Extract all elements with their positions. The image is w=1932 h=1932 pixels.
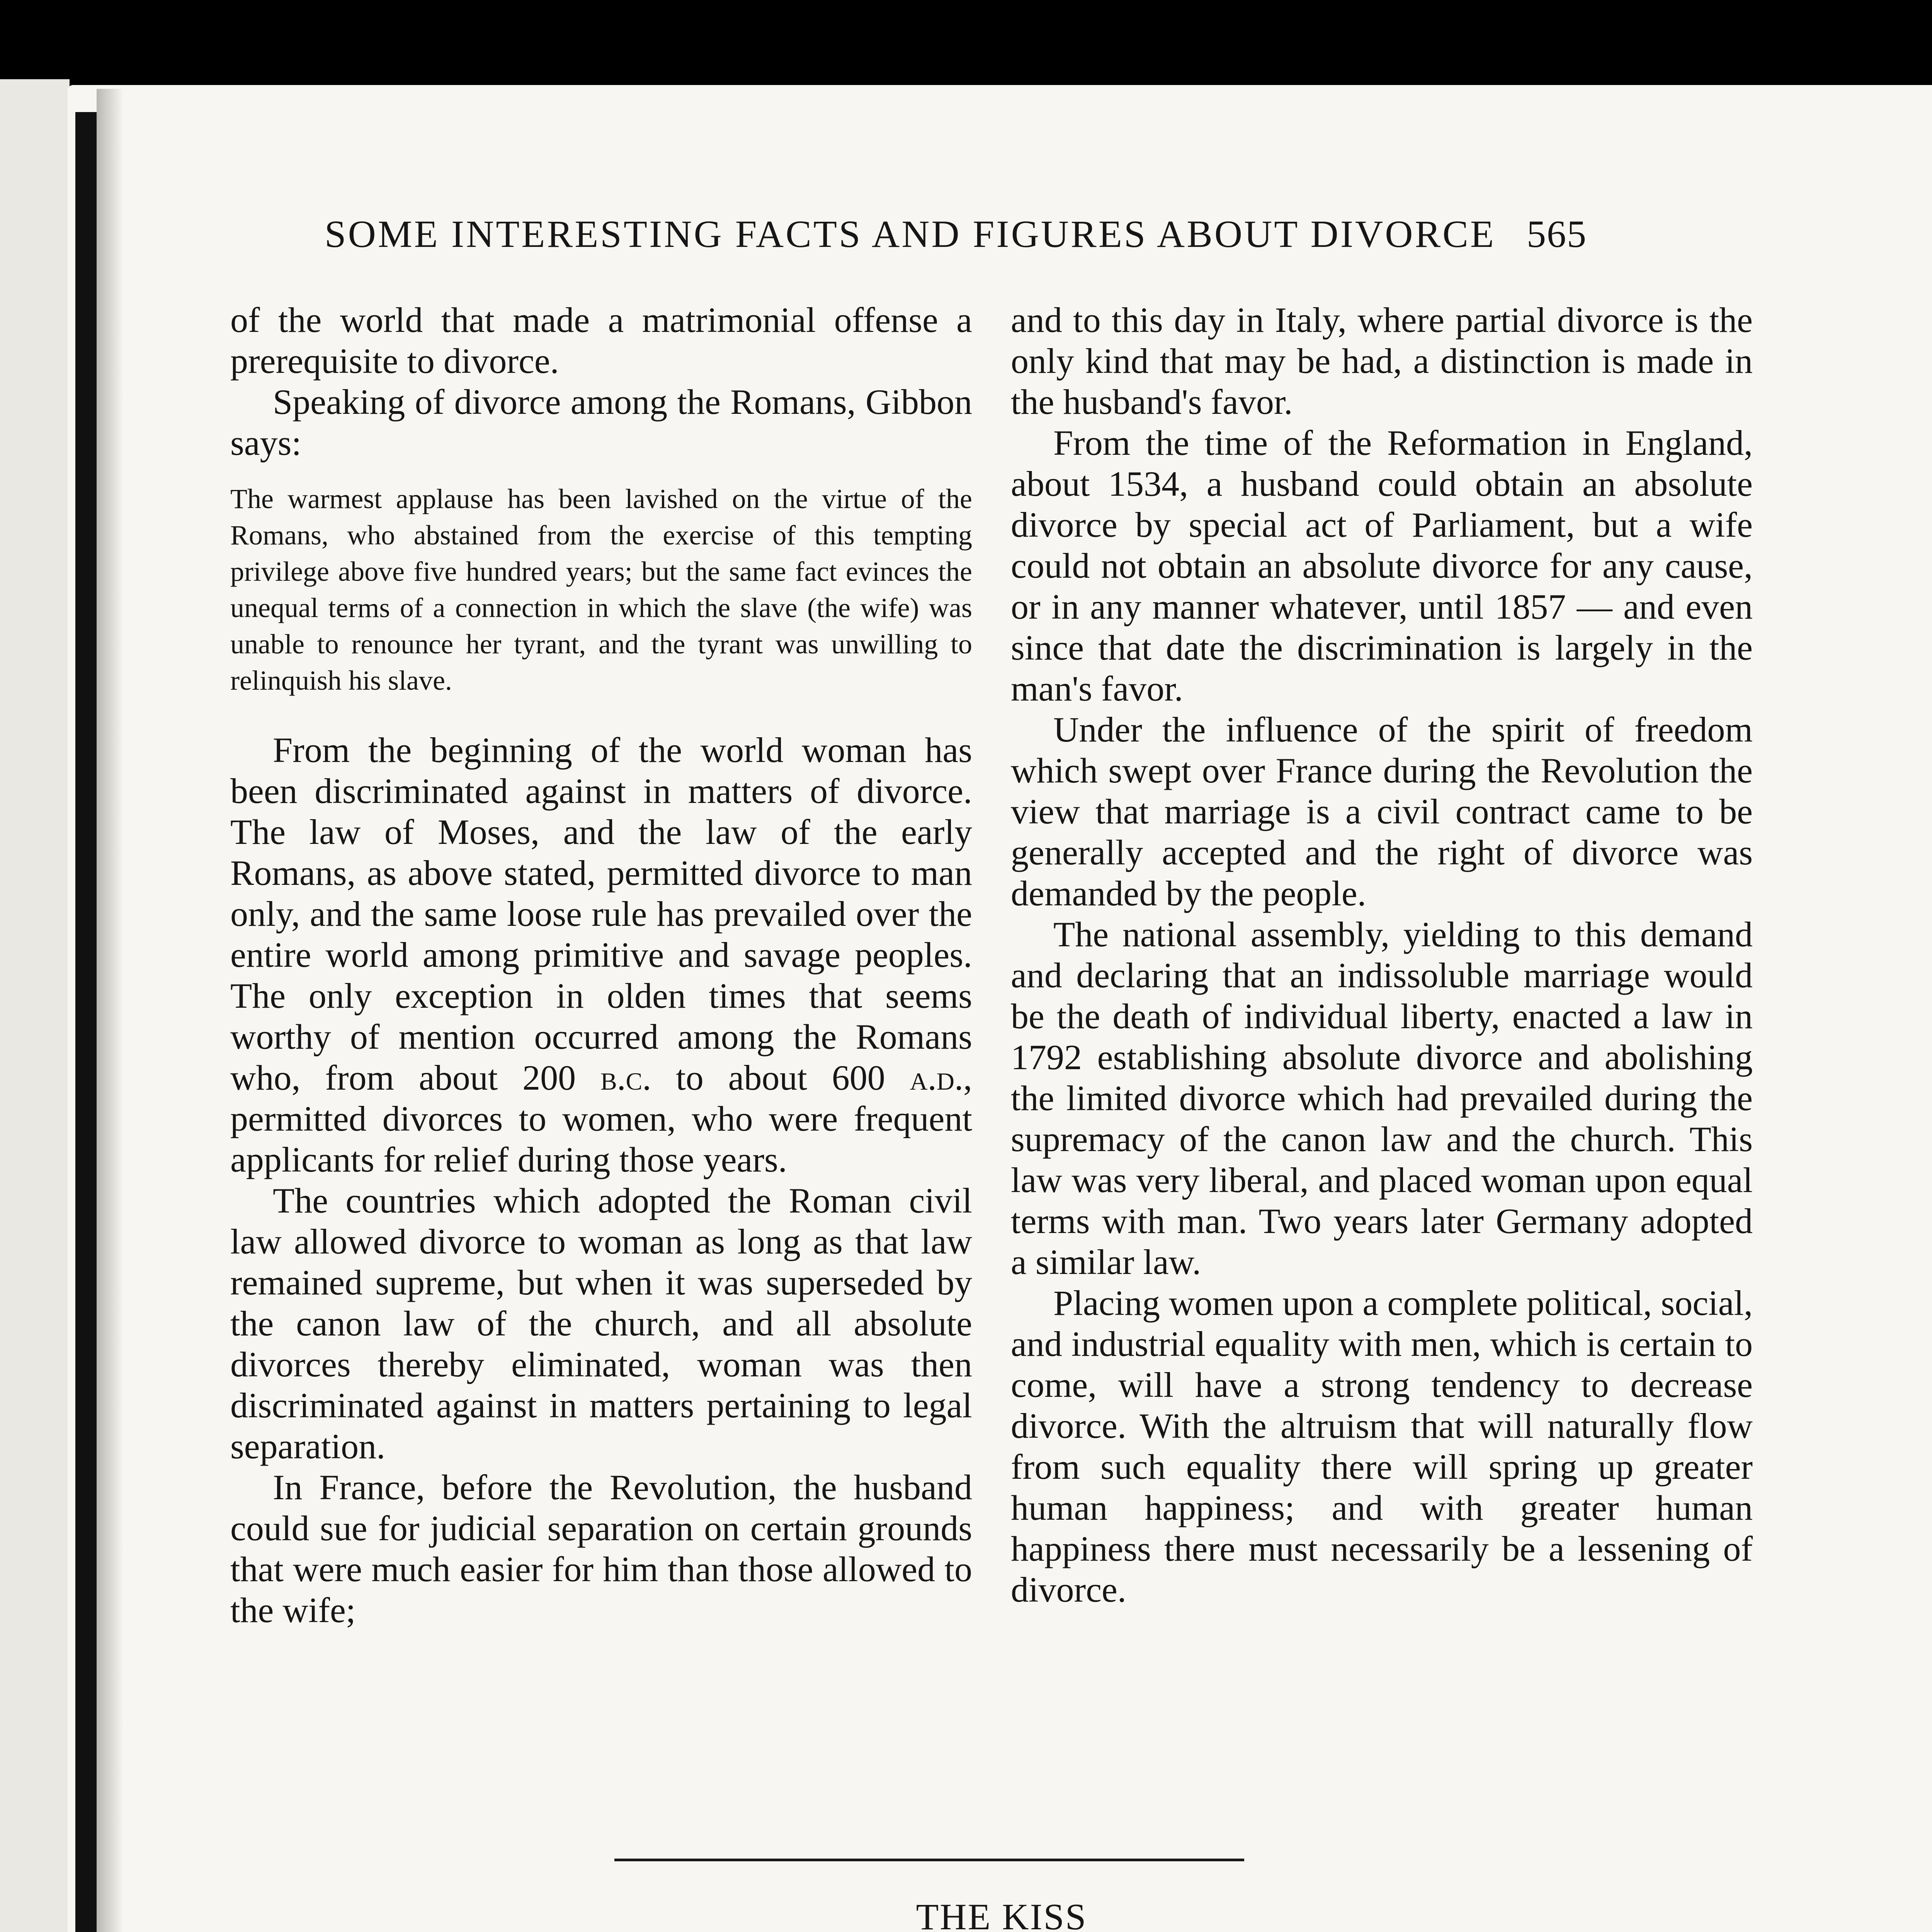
section-divider [614,1859,1244,1861]
era-abbreviation: b.c. [600,1058,651,1097]
running-header [325,212,1587,256]
paragraph: In France, before the Revolution, the husband could sue for judicial separation on certain grounds that were much easier for him than those allowed to the wife; [230,1468,972,1630]
paragraph: Speaking of divorce among the Romans, Gibbon says: [230,382,972,463]
spine-shadow [97,89,124,1932]
block-quote: The warmest applause has been lavished on the virtue of the Romans, who abstained from the exercise of this tempting privilege above five hundred years; but the same fact evinces the unequal terms of a connection in which the slave (the wife) was unable to renounce her tyrant, and the tyrant was unwilling to relinquish his slave. [230,483,972,696]
paragraph: The countries which adopted the Roman civil law allowed divorce to woman as long as that law remained supreme, but when it was superseded by the canon law of the church, and all absolute divorces thereby eliminated, woman was then discriminated against in matters pertaining to legal separation. [230,1181,972,1466]
paragraph: Under the influence of the spirit of freedom which swept over France during the Revolution the view that marriage is a civil contract came to be generally accepted and the right of divorce was demanded by the people. [1011,710,1753,913]
paragraph-text: to about 600 [651,1058,885,1097]
paragraph: and to this day in Italy, where partial divorce is the only kind that may be had, a distinction is made in the husband's favor. [1011,300,1753,422]
right-column [1011,299,1753,1610]
paragraph: From the time of the Reformation in England, about 1534, a husband could obtain an absolute divorce by special act of Parliament, but a wife could not obtain an absolute divorce for any cause, or in any manner whatever, until 1857 — and even since that date the discrimination is largely in the man's favor. [1011,423,1753,708]
paragraph-text: , permitted divorces to women, who were frequent applicants for relief during those years. [230,1058,973,1179]
facing-page-edge [0,79,70,1932]
book-spine [75,112,97,1932]
header-title: SOME INTERESTING FACTS AND FIGURES ABOUT DIVORCE [325,213,1496,255]
poem-title: THE KISS [916,1896,1087,1932]
left-column [230,299,972,1631]
paragraph [230,730,972,1180]
paragraph-text: From the beginning of the world woman has been discriminated against in matters of divorce. The law of Moses, and the law of the early Romans, as above stated, permitted divorce to man only, and the same loose rule has prevailed over the entire world among primitive and savage peoples. The only exception in olden times that seems worthy of mention occurred among the Romans who, from about 200 [230,730,972,1097]
page-number: 565 [1526,213,1587,255]
paragraph: Placing women upon a complete political, social, and industrial equality with men, which is certain to come, will have a strong tendency to decrease divorce. With the altruism that will naturally flow from such equality there will spring up greater human happiness; and with greater human happiness there must necessarily be a lessening of divorce. [1011,1283,1753,1609]
paragraph: of the world that made a matrimonial offense a prerequisite to divorce. [230,300,972,381]
era-abbreviation: a.d. [910,1058,964,1097]
paragraph: The national assembly, yielding to this demand and declaring that an indissoluble marriage would be the death of individual liberty, enacted a law in 1792 establishing absolute divorce and abolishing the limited divorce which had prevailed during the supremacy of the canon law and the church. This law was very liberal, and placed woman upon equal terms with man. Two years later Germany adopted a similar law. [1011,915,1753,1282]
